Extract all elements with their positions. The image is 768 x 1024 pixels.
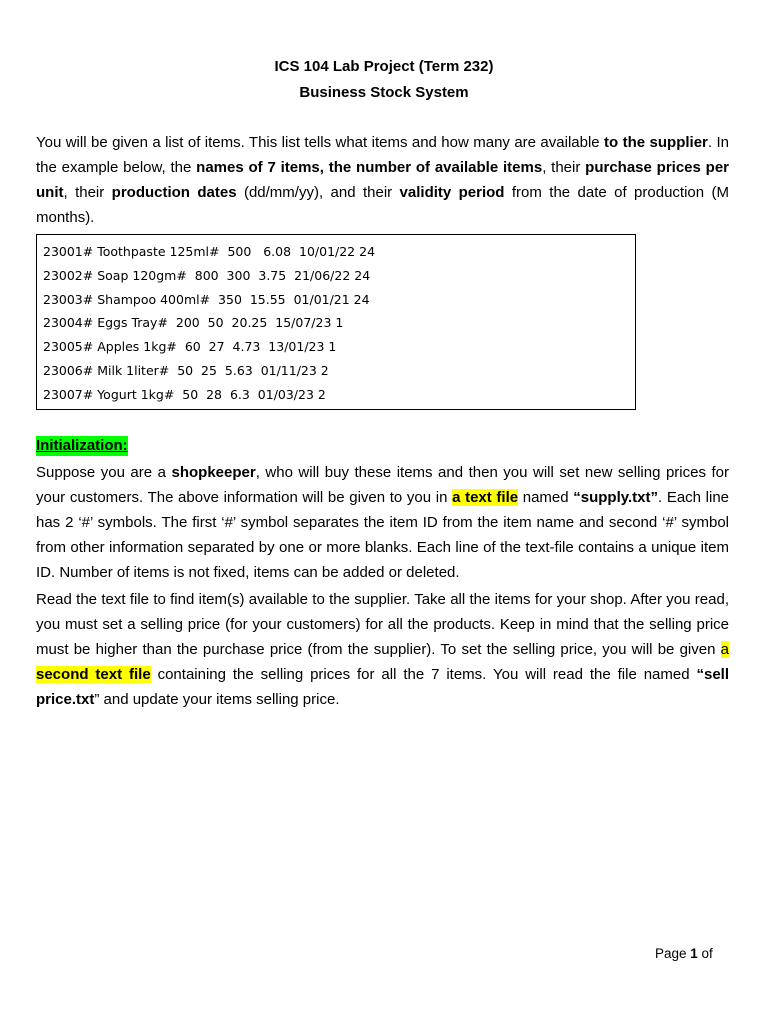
- supply-line: 23006# Milk 1liter# 50 25 5.63 01/11/23 2: [43, 362, 329, 378]
- read-text: containing the selling prices for all the 7 items. You will read the file named: [150, 666, 697, 683]
- intro-paragraph: [36, 130, 729, 230]
- supply-line: 23003# Shampoo 400ml# 350 15.55 01/01/21 24: [43, 291, 370, 307]
- init-text: named: [518, 489, 574, 506]
- read-file-paragraph: [36, 587, 729, 712]
- init-text: , who will buy these items and then you will set new selling prices for your customers. The above information will be given to you in: [36, 464, 729, 506]
- page-label: Page: [655, 946, 691, 961]
- supply-line: 23001# Toothpaste 125ml# 500 6.08 10/01/22 24: [43, 244, 376, 259]
- intro-bold-prices: purchase prices per unit: [36, 159, 729, 201]
- supply-example-box: [36, 234, 636, 410]
- intro-bold-items: names of 7 items, the number of available items: [196, 159, 543, 176]
- supply-line: 23004# Eggs Tray# 200 50 20.25 15/07/23 1: [43, 315, 344, 331]
- read-text: ” and update your items selling price.: [94, 691, 340, 708]
- document-subtitle: Business Stock System: [299, 84, 469, 101]
- page-of-label: of: [697, 946, 713, 961]
- initialization-paragraph: [36, 460, 729, 585]
- intro-text: You will be given a list of items. This list tells what items and how many are available: [36, 134, 605, 151]
- intro-bold-supplier: to the supplier: [604, 134, 708, 151]
- init-bold-supply-filename: “supply.txt”: [573, 489, 658, 506]
- initialization-heading: Initialization:: [36, 437, 128, 454]
- supply-line: 23005# Apples 1kg# 60 27 4.73 13/01/23 1: [43, 339, 337, 355]
- intro-bold-validity: validity period: [399, 184, 505, 201]
- document-title: ICS 104 Lab Project (Term 232): [274, 58, 494, 75]
- intro-bold-dates: production dates: [111, 184, 237, 201]
- highlight-plain-text: a: [720, 641, 729, 658]
- intro-text: (dd/mm/yy), and their: [236, 184, 400, 201]
- supply-line: 23007# Yogurt 1kg# 50 28 6.3 01/03/23 2: [43, 386, 326, 402]
- intro-text: from the date of production (M months).: [36, 184, 729, 226]
- read-bold-sell-filename: “sell price.txt: [36, 666, 730, 708]
- intro-text: , their: [542, 159, 586, 176]
- read-text: Read the text file to find item(s) available to the supplier. Take all the items for your shop. After you read, you must set a selling price (for your customers) for all the products. Keep in mind that the selling price must be higher than the purchase price (from the supplier). To set the selling price, you will be given: [36, 591, 729, 658]
- highlight-text-file: a text file: [452, 489, 519, 506]
- init-bold-shopkeeper: shopkeeper: [171, 464, 256, 481]
- page-footer: [655, 946, 713, 961]
- supply-line: 23002# Soap 120gm# 800 300 3.75 21/06/22 24: [43, 267, 371, 283]
- page-number: 1: [690, 946, 698, 961]
- intro-text: . In the example below, the: [36, 134, 729, 176]
- init-text: Suppose you are a: [36, 464, 172, 481]
- intro-text: , their: [63, 184, 112, 201]
- highlight-bold-text: second text file: [36, 666, 151, 683]
- init-text: . Each line has 2 ‘#’ symbols. The first ‘#’ symbol separates the item ID from the item name and second ‘#’ symbol from other information separated by one or more blanks. Each line of the text-file contains a unique item ID. Number of items is not fixed, items can be added or deleted.: [36, 489, 730, 581]
